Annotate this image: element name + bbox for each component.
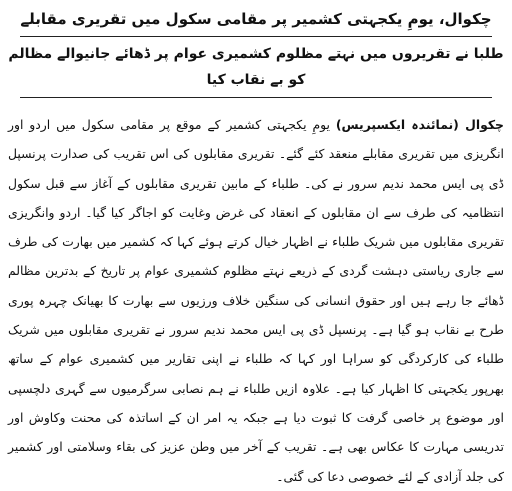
dateline: چکوال (نمائندہ ایکسپریس) bbox=[335, 117, 504, 132]
article-body bbox=[8, 110, 504, 491]
headline-divider bbox=[20, 36, 492, 37]
subheadline: طلبا نے تقریروں میں نہتے مظلوم کشمیری عوام پر ڈھائے جانیوالے مظالم کو بے نقاب کیا bbox=[8, 46, 504, 88]
article-body-text: یومِ یکجہتی کشمیر کے موقع پر مقامی سکول میں اردو اور انگریزی میں تقریری مقابلے منعقد کئے گئے۔ تقریری مقابلوں کی اس تقریب کی صدارت پرنسپل ڈی پی ایس محمد ندیم سرور نے کی۔ طلباء کے مابین تقریری مقابلوں کے آغاز سے قبل سکول انتظامیہ کی طرف سے ان مقابلوں کے انعقاد کی غرض وغایت کو اجاگر کیا گیا۔ اردو وانگریزی تقریری مقابلوں میں شریک طلباء نے اظہار خیال کرتے ہوئے کہا کہ کشمیر میں بھارت کی طرف سے جاری ریاستی دہشت گردی کے ذریعے نہتے مظلوم کشمیری عوام پر تاریخ کے بدترین مظالم ڈھائے جا رہے ہیں اور حقوق انسانی کی سنگین خلاف ورزیوں سے بھارت کا بھیانک چہرہ پوری طرح بے نقاب ہو گیا ہے۔ پرنسپل ڈی پی ایس محمد ندیم سرور نے تقریری مقابلوں میں شریک طلباء کی کارکردگی کو سراہا اور کہا کہ طلباء نے اپنی تقاریر میں کشمیری عوام کے ساتھ بھرپور یکجہتی کا اظہار کیا ہے۔ علاوہ ازیں طلباء نے ہم نصابی سرگرمیوں سے گہری دلچسپی اور موضوع پر خاصی گرفت کا ثبوت دیا ہے جبکہ یہ امر ان کے اساتذہ کی محنت وکاوش اور تدریسی مہارت کا عکاس بھی ہے۔ تقریب کے آخر میں وطن عزیز کی بقاء وسلامتی اور کشمیر کی جلد آزادی کے لئے خصوصی دعا کی گئی۔ bbox=[8, 117, 504, 484]
subheadline-divider bbox=[20, 97, 492, 98]
headline: چکوال، یومِ یکجہتی کشمیر پر مقامی سکول میں تقریری مقابلے bbox=[20, 10, 492, 28]
